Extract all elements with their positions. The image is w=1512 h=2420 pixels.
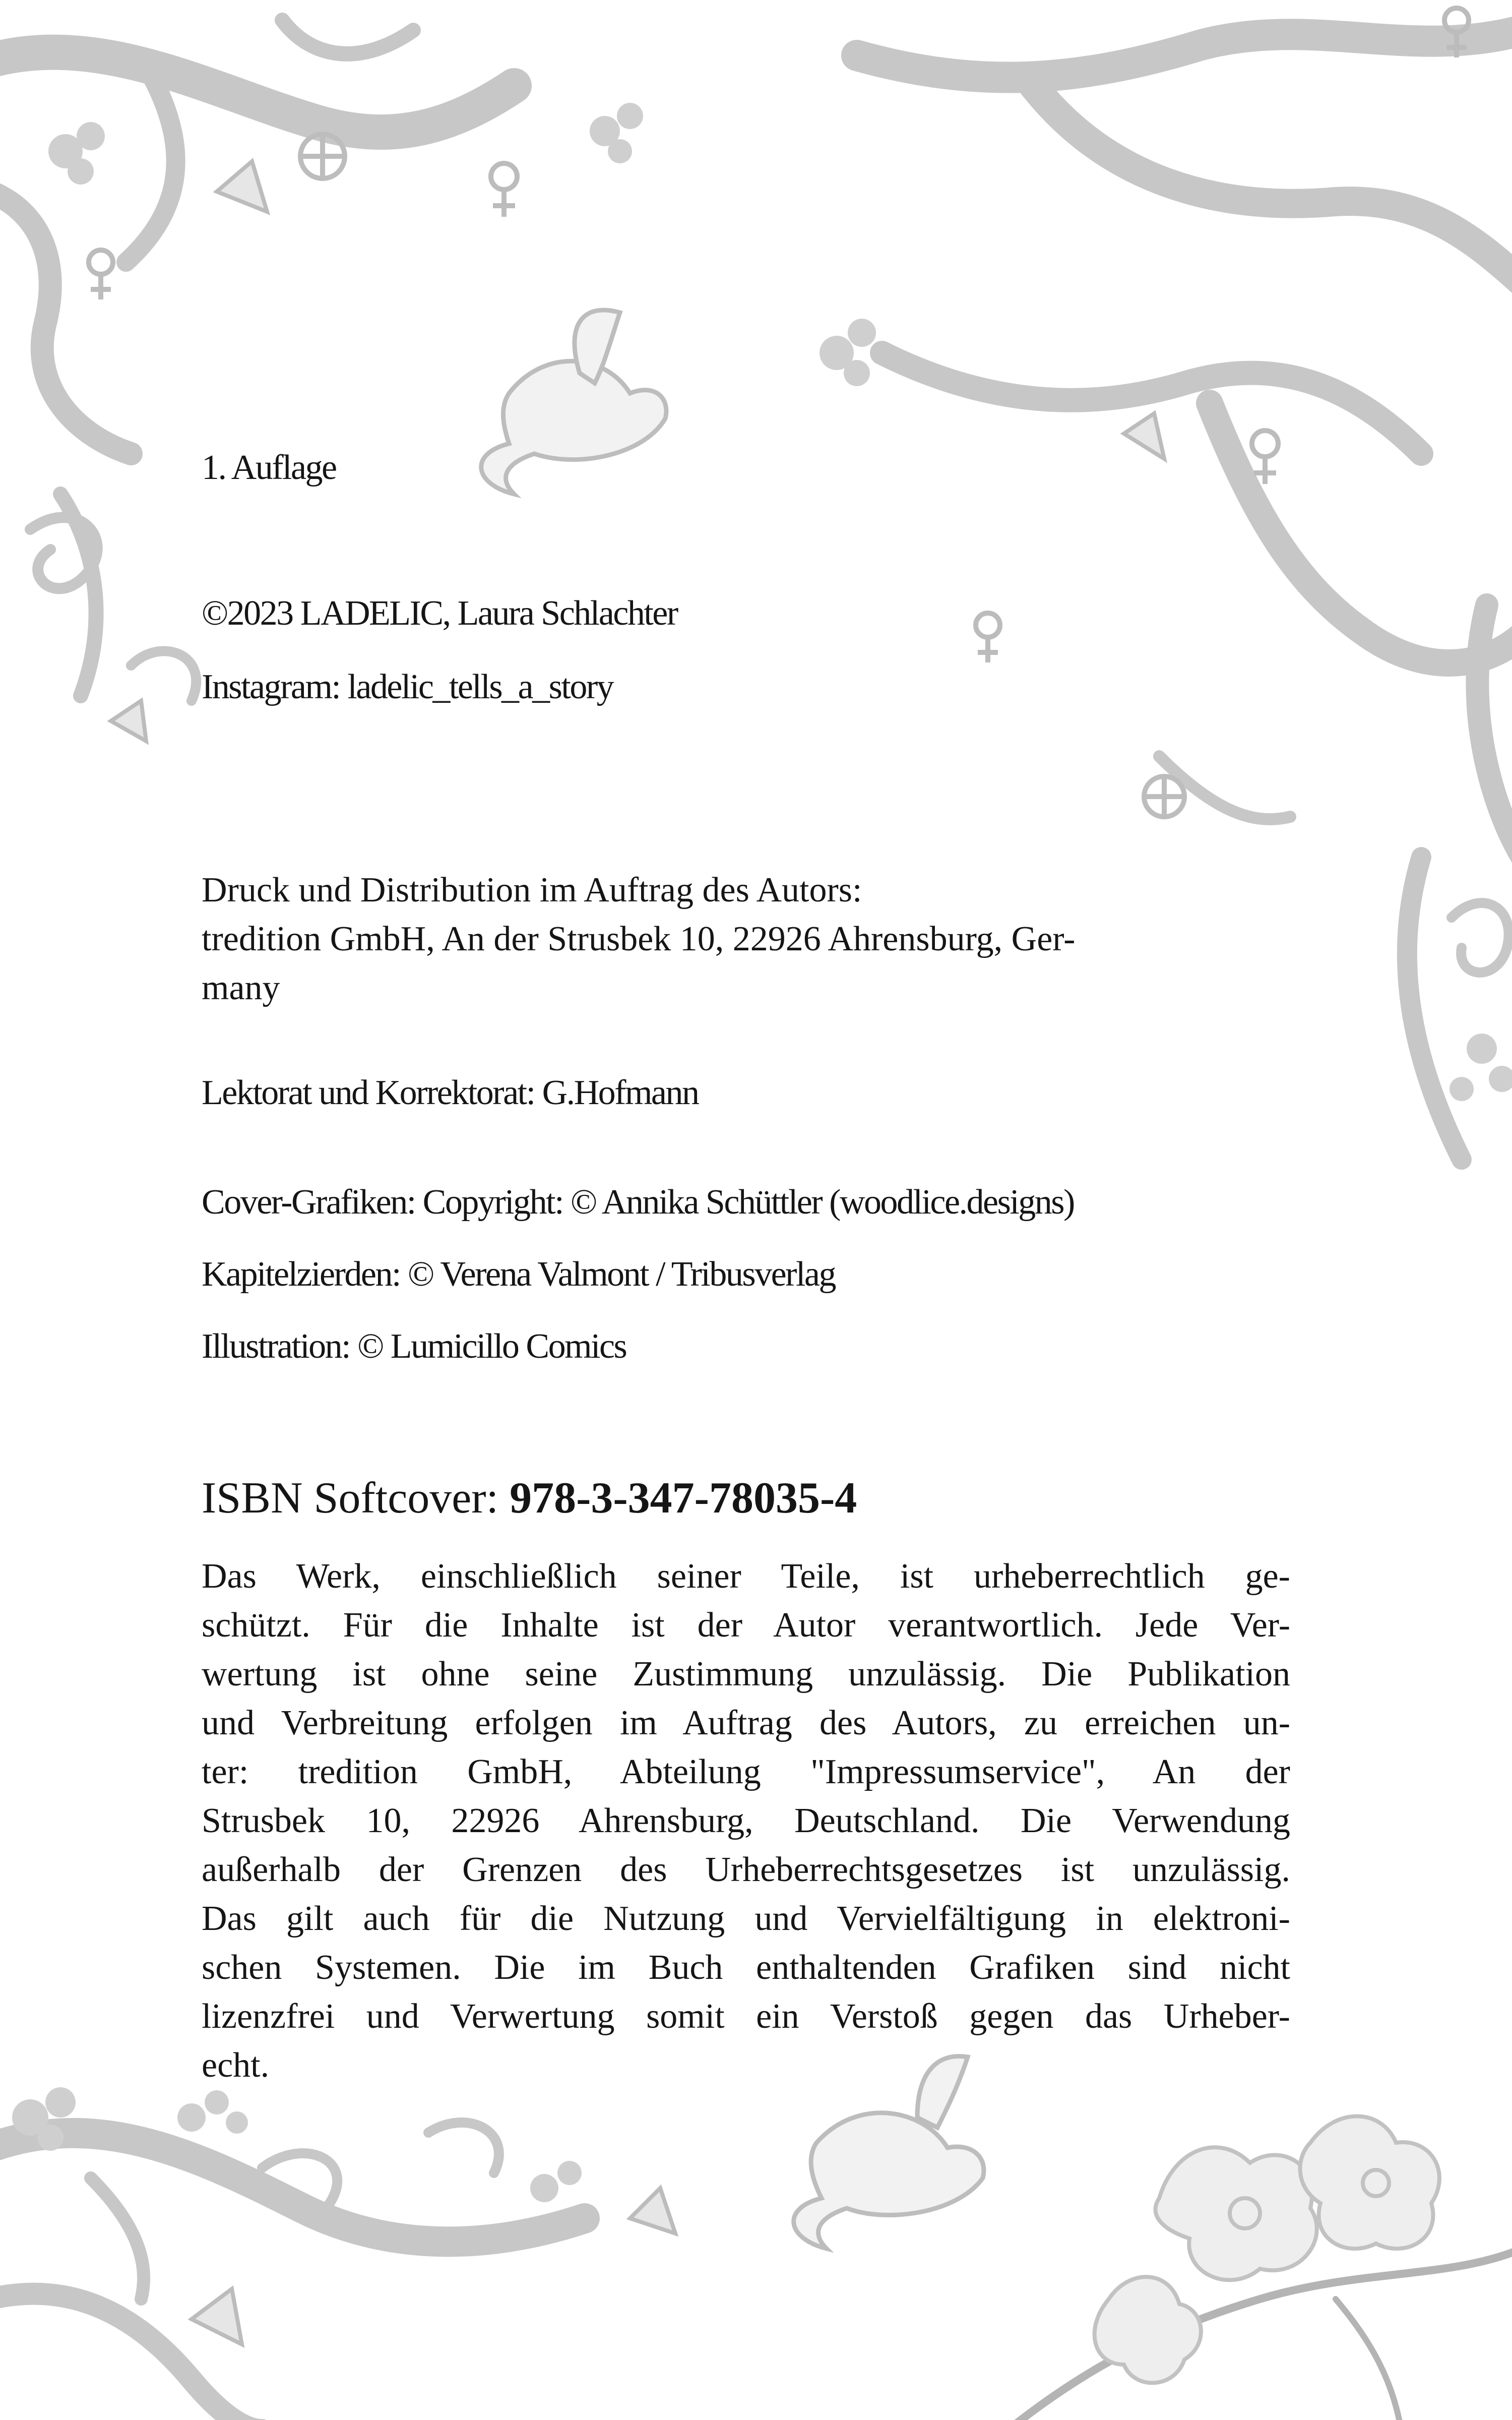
legal-line: ter: tredition GmbH, Abteilung "Impressumservice", An der [202,1752,1290,1791]
legal-line: Das gilt auch für die Nutzung und Vervielfältigung in elektroni- [202,1899,1290,1938]
printing-line: many [202,969,280,1007]
chapter-credit-line: Kapitelzierden: © Verena Valmont / Tribusverlag [202,1255,836,1294]
legal-line: Strusbek 10, 22926 Ahrensburg, Deutschland. Die Verwendung [202,1801,1290,1840]
dove-icon [794,2113,984,2249]
cover-credit-line: Cover-Grafiken: Copyright: © Annika Schüttler (woodlice.designs) [202,1183,1074,1222]
legal-line: schen Systemen. Die im Buch enthaltenden Grafiken sind nicht [202,1948,1290,1987]
legal-line: außerhalb der Grenzen des Urheberrechtsgesetzes ist unzulässig. [202,1850,1290,1889]
branch-top-right [857,30,1512,78]
edition-line: 1. Auflage [202,448,336,487]
legal-notice [202,1552,1290,2090]
legal-line: lizenzfrei und Verwertung somit ein Verstoß gegen das Urheber- [202,1997,1290,2036]
pizza-icon [1124,413,1164,459]
isbn-number: 978-3-347-78035-4 [510,1474,857,1523]
isbn-line [202,1476,857,1521]
legal-line: echt. [202,2046,270,2085]
venus-icon [976,613,1000,637]
printing-info [202,866,1076,1012]
venus-icon [89,250,113,274]
editing-line: Lektorat und Korrektorat: G.Hofmann [202,1073,699,1112]
pizza-icon [111,701,146,741]
flower-icon [1095,2277,1201,2383]
legal-line: wertung ist ohne seine Zustimmung unzulässig. Die Publikation [202,1655,1290,1693]
isbn-label: ISBN Softcover: [202,1474,510,1523]
illustration-credit-line: Illustration: © Lumicillo Comics [202,1327,626,1366]
printing-line: tredition GmbH, An der Strusbek 10, 22926 Ahrensburg, Ger- [202,920,1076,958]
instagram-line: Instagram: ladelic_tells_a_story [202,668,613,706]
printing-line: Druck und Distribution im Auftrag des Autors: [202,871,862,910]
legal-line: schützt. Für die Inhalte ist der Autor verantwortlich. Jede Ver- [202,1606,1290,1645]
venus-icon [1252,431,1278,457]
legal-line: und Verbreitung erfolgen im Auftrag des Autors, zu erreichen un- [202,1704,1290,1742]
pizza-icon [192,2289,242,2344]
dove-icon [481,361,666,494]
pizza-icon [630,2188,675,2233]
venus-icon [491,163,517,190]
branch-top-left [0,52,514,132]
pizza-icon [217,161,267,212]
legal-line: Das Werk, einschließlich seiner Teile, ist urheberrechtlich ge- [202,1557,1290,1596]
copyright-line: ©2023 LADELIC, Laura Schlachter [202,594,677,633]
